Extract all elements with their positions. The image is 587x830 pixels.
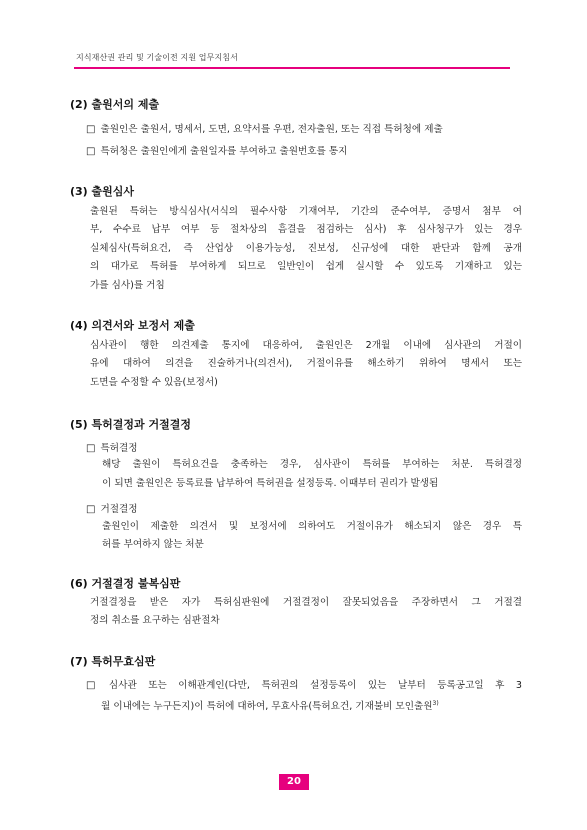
- section-4-paragraph: 심사관이 행한 의견제출 통지에 대응하여, 출원인은 2개월 이내에 심사관의 거절이 유에 대하여 의견을 진술하거나(의견서), 거절이유를 해소하기 위하여 명세서 또는 도면을 수정할 수 있음(보정서): [90, 340, 522, 388]
- section-7-line-1: □ 심사관 또는 이해관계인(다만, 특허권의 설정등록이 있는 날부터 등록공고일 후 3: [86, 679, 522, 691]
- section-5-sub-2-label: □ 거절결정: [86, 504, 138, 516]
- section-5-title: (5) 특허결정과 거절결정: [70, 418, 192, 432]
- checkbox-square-icon: □: [86, 146, 96, 157]
- section-2-item-1: □ 출원인은 출원서, 명세서, 도면, 요약서를 우편, 전자출원, 또는 직접 특허청에 제출: [86, 124, 443, 135]
- section-3-title: (3) 출원심사: [70, 185, 135, 198]
- page-number: 20: [279, 774, 309, 790]
- section-6-paragraph: 거절결정을 받은 자가 특허심판원에 거절결정이 잘못되었음을 주장하면서 그 거절결 정의 취소를 요구하는 심판절차: [90, 596, 522, 627]
- section-2-item-2: □ 특허청은 출원인에게 출원일자를 부여하고 출원번호를 통지: [86, 146, 348, 157]
- footnote-reference[interactable]: 3): [432, 700, 439, 708]
- checkbox-square-icon: □: [86, 124, 96, 135]
- header-divider: [74, 67, 510, 69]
- checkbox-square-icon: □: [86, 443, 96, 455]
- section-7-paragraph: [86, 677, 522, 717]
- checkbox-square-icon: □: [86, 504, 96, 516]
- section-2-title: (2) 출원서의 제출: [70, 98, 160, 111]
- section-4-title: (4) 의견서와 보정서 제출: [70, 319, 195, 333]
- section-6-title: (6) 거절결정 불복심판: [70, 576, 181, 590]
- section-3-paragraph: 출원된 특허는 방식심사(서식의 필수사항 기재여부, 기간의 준수여부, 증명서 첨부 여 부, 수수료 납부 여부 등 절차상의 흠결을 점검하는 심사) 후 심사청구가 있는 경우 실체심사(특허요건, 즉 산업상 이용가능성, 진보성, 신규성에 대한 판단과 함께 공개 의 대가로 특허를 부여하게 되므로 일반인이 쉽게 실시할 수 있도록 기재하고 있는 가를 심사)를 거침: [90, 206, 522, 291]
- section-5-sub-2-paragraph: 출원인이 제출한 의견서 및 보정서에 의하여도 거절이유가 해소되지 않은 경우 특 허를 부여하지 않는 처분: [102, 521, 522, 551]
- section-5-sub-1-paragraph: 해당 출원이 특허요건을 충족하는 경우, 심사관이 특허를 부여하는 처분. 특허결정 이 되면 출원인은 등록료를 납부하여 특허권을 설정등록. 이때부터 권리가 발생됨: [102, 459, 522, 489]
- document-body: [70, 96, 522, 717]
- checkbox-square-icon: □: [86, 679, 104, 691]
- section-5-sub-1-label: □ 특허결정: [86, 443, 138, 455]
- section-7-line-2: 월 이내에는 누구든지)이 특허에 대하여, 무효사유(특허요건, 기재불비 모인출원$^{3)}$: [101, 700, 439, 713]
- running-header-title: 지식재산권 관리 및 기술이전 지원 업무지침서: [76, 53, 238, 62]
- section-7-title: (7) 특허무효심판: [70, 654, 156, 668]
